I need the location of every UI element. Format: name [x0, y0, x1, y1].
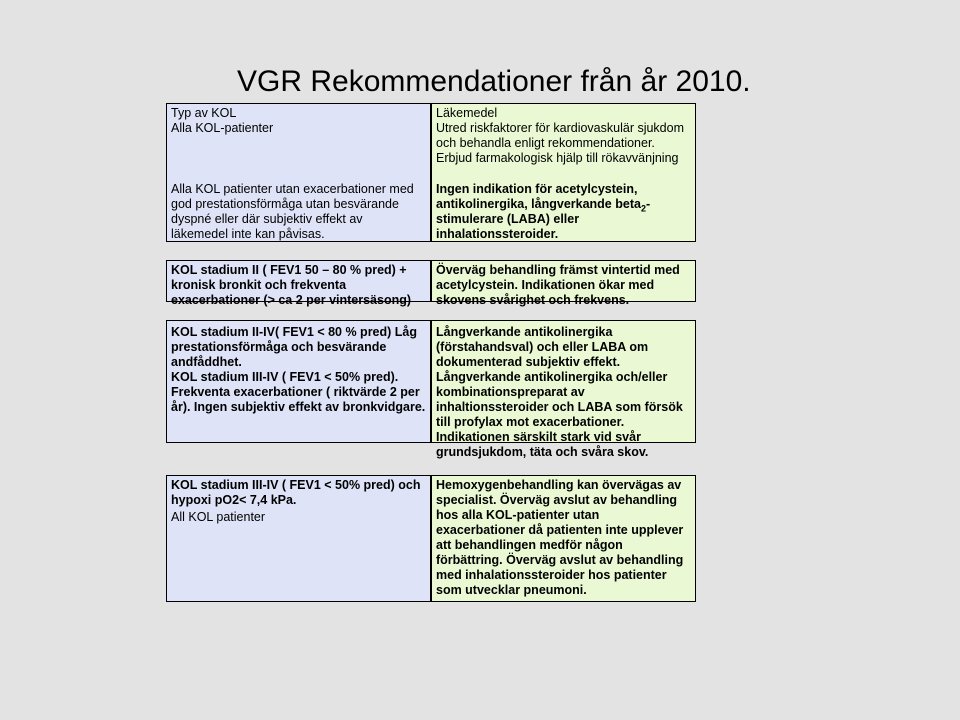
column-header-type: Typ av KOL [171, 106, 237, 120]
table-cell-left-row3 [166, 320, 431, 443]
cell-text: Utred riskfaktorer för kardiovaskulär sjukdom och behandla enligt rekommendationer. Erbjud farmakologisk hjälp till rökavvänjning [436, 121, 684, 165]
table-cell-right-row2 [431, 260, 696, 307]
cell-text-part: Ingen indikation för acetylcystein, antikolinergika, långverkande beta [436, 182, 641, 211]
table-cell-left-row2 [166, 260, 431, 307]
cell-text: KOL stadium II-IV( FEV1 < 80 % pred) Låg prestationsförmåga och besvärande andfåddhet. [171, 325, 418, 369]
cell-text: Långverkande antikolinergika och/eller kombinationspreparat av inhaltionssteroider och LABA som försök till profylax mot exacerbationer. Indikationen särskilt stark vid svår grundsjukdom, täta och svåra skov. [436, 370, 683, 459]
page-title: VGR Rekommendationer från år 2010. [237, 65, 751, 98]
table-cell-left-row1 [166, 103, 431, 242]
subscript: 2 [640, 203, 646, 214]
table-cell-left-row4 [166, 475, 431, 602]
table-cell-right-row3 [431, 320, 696, 459]
cell-text: Alla KOL patienter utan exacerbationer med god prestationsförmåga utan besvärande dyspné eller där subjektiv effekt av läkemedel inte kan påvisas. [171, 182, 414, 241]
cell-text [436, 182, 686, 242]
cell-text: All KOL patienter [171, 510, 266, 524]
cell-text: KOL stadium III-IV ( FEV1 < 50% pred). Frekventa exacerbationer ( riktvärde 2 per år). Ingen subjektiv effekt av bronkvidgare. [171, 370, 426, 414]
table-cell-right-row1 [431, 103, 696, 242]
cell-text: Hemoxygenbehandling kan övervägas av specialist. Överväg avslut av behandling hos alla KOL-patienter utan exacerbationer då patienten inte upplever att behandlingen medför någon förbättring. Överväg avslut av behandling med inhalationssteroider hos patienter som utvecklar pneumoni. [436, 478, 684, 597]
cell-text: KOL stadium II ( FEV1 50 – 80 % pred) + kronisk bronkit och frekventa exacerbationer (> ca 2 per vintersäsong) [171, 263, 412, 307]
table-cell-right-row4 [431, 475, 696, 602]
cell-text: Långverkande antikolinergika (förstahandsval) och eller LABA om dokumenterad subjektiv effekt. [436, 325, 649, 369]
cell-text: Överväg behandling främst vintertid med acetylcystein. Indikationen ökar med skovens svårighet och frekvens. [436, 263, 680, 307]
cell-text: KOL stadium III-IV ( FEV1 < 50% pred) och hypoxi pO2< 7,4 kPa. [171, 478, 421, 507]
cell-text: Alla KOL-patienter [171, 121, 274, 135]
column-header-drug: Läkemedel [436, 106, 498, 120]
cell-text-part: -stimulerare (LABA) eller inhalationssteroider. [436, 197, 651, 241]
